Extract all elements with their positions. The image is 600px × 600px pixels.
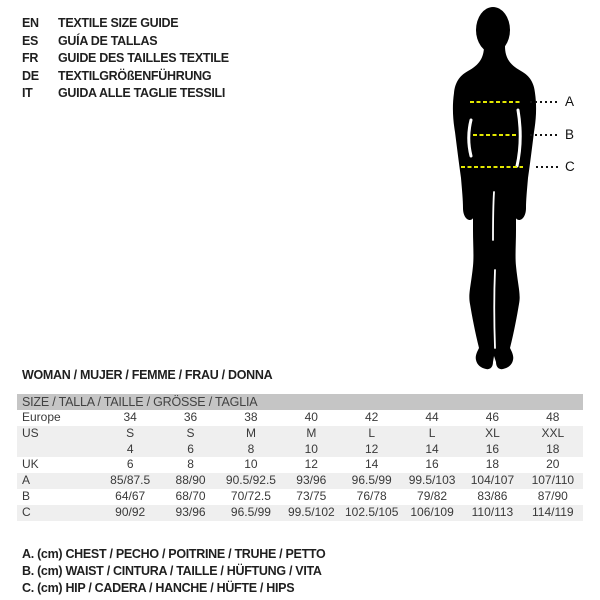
table-row-uk <box>17 457 583 473</box>
table-cell: 107/110 <box>531 473 575 488</box>
table-cell: 6 <box>187 441 194 456</box>
table-cell: 106/109 <box>410 504 454 519</box>
table-cell: 12 <box>365 441 379 456</box>
table-cell: 38 <box>244 410 258 424</box>
table-cell: 79/82 <box>417 488 448 503</box>
table-cell: 14 <box>425 441 439 456</box>
language-row <box>22 15 229 33</box>
language-title-block <box>22 15 229 103</box>
row-label: A <box>22 473 31 488</box>
table-cell: S <box>186 425 195 440</box>
row-label: C <box>22 504 31 519</box>
language-title: GUÍA DE TALLAS <box>58 33 158 48</box>
table-cell: 46 <box>485 410 500 424</box>
table-row-us <box>17 426 583 442</box>
language-row <box>22 50 229 68</box>
table-cell: 34 <box>123 410 137 424</box>
table-cell: 16 <box>485 441 500 456</box>
language-code: ES <box>22 33 39 48</box>
table-cell: L <box>428 425 436 440</box>
table-header: SIZE / TALLA / TAILLE / GRÖSSE / TAGLIA <box>17 394 583 410</box>
legend-line-hip: C. (cm) HIP / CADERA / HANCHE / HÜFTE / HIPS <box>22 580 295 595</box>
table-cell: 70/72.5 <box>230 488 271 503</box>
measure-label-a: A <box>565 94 575 109</box>
row-label: US <box>22 425 39 440</box>
table-cell: 8 <box>247 441 255 456</box>
table-cell: 99.5/102 <box>287 504 335 519</box>
table-cell: 96.5/99 <box>351 473 392 488</box>
language-row <box>22 68 229 86</box>
measure-line-a-body <box>470 101 522 103</box>
table-cell: 93/96 <box>296 473 327 488</box>
language-code: IT <box>22 86 33 100</box>
language-title: GUIDA ALLE TAGLIE TESSILI <box>58 86 226 100</box>
table-cell: 40 <box>304 410 318 424</box>
measure-leader-b <box>530 134 557 136</box>
language-code: DE <box>22 68 39 83</box>
row-label: UK <box>22 457 39 472</box>
language-title: TEXTILE SIZE GUIDE <box>58 16 179 30</box>
language-row <box>22 85 229 103</box>
row-label: B <box>22 488 31 503</box>
table-cell: 12 <box>304 457 318 472</box>
language-code: EN <box>22 16 39 30</box>
table-cell: 76/78 <box>356 488 387 503</box>
table-cell: 114/119 <box>532 504 574 519</box>
table-row-chest-a <box>17 473 583 489</box>
table-cell: L <box>368 425 376 440</box>
table-cell: 44 <box>425 410 439 424</box>
table-row-waist-b <box>17 489 583 505</box>
measurement-legend <box>22 546 325 596</box>
table-cell: M <box>245 425 256 440</box>
table-cell: 90.5/92.5 <box>225 473 276 488</box>
table-cell: 90/92 <box>115 504 146 519</box>
table-cell: 42 <box>365 410 379 424</box>
table-cell: 99.5/103 <box>408 473 456 488</box>
table-cell: 10 <box>304 441 318 456</box>
language-code: FR <box>22 51 39 65</box>
table-cell: 36 <box>183 410 198 424</box>
legend-line-waist: B. (cm) WAIST / CINTURA / TAILLE / HÜFTUNG / VITA <box>22 563 322 578</box>
section-title-woman: WOMAN / MUJER / FEMME / FRAU / DONNA <box>22 368 273 382</box>
table-cell: 6 <box>126 457 134 472</box>
table-cell: M <box>306 425 317 440</box>
table-cell: 64/67 <box>115 488 146 503</box>
table-cell: 20 <box>546 457 560 472</box>
table-cell: 18 <box>546 441 560 456</box>
table-cell: 85/87.5 <box>110 473 151 488</box>
language-row <box>22 33 229 51</box>
measurement-figure <box>415 4 600 372</box>
measure-leader-a <box>530 101 558 103</box>
table-cell: 14 <box>365 457 379 472</box>
measure-label-b: B <box>565 127 575 142</box>
table-cell: 18 <box>485 457 500 472</box>
size-table <box>17 394 583 521</box>
table-cell: 4 <box>126 441 134 456</box>
legend-line-chest: A. (cm) CHEST / PECHO / POITRINE / TRUHE / PETTO <box>22 547 326 561</box>
measure-line-c-body <box>461 166 523 168</box>
measure-leader-c <box>536 166 560 168</box>
table-row-europe <box>17 410 583 426</box>
language-title: TEXTILGRÖßENFÜHRUNG <box>58 68 212 83</box>
table-cell: 93/96 <box>175 504 206 519</box>
table-cell: 68/70 <box>175 488 206 503</box>
language-title: GUIDE DES TAILLES TEXTILE <box>58 51 229 65</box>
measure-line-b-body <box>473 134 518 136</box>
table-row-hip-c <box>17 505 583 521</box>
table-cell: 96.5/99 <box>230 504 271 519</box>
table-cell: 83/86 <box>477 488 508 503</box>
table-cell: 10 <box>244 457 258 472</box>
table-cell: 8 <box>187 457 194 472</box>
row-label <box>17 442 100 458</box>
table-cell: XXL <box>541 425 565 440</box>
table-cell: 16 <box>425 457 439 472</box>
table-cell: 87/90 <box>537 488 568 503</box>
measure-label-c: C <box>565 159 575 174</box>
table-cell: 104/107 <box>470 473 515 488</box>
table-cell: 48 <box>546 410 560 424</box>
table-cell: 73/75 <box>296 488 327 503</box>
woman-silhouette-icon <box>415 4 575 370</box>
table-cell: S <box>126 425 135 440</box>
table-cell: 88/90 <box>175 473 206 488</box>
table-cell: 110/113 <box>471 504 514 519</box>
table-cell: XL <box>485 425 500 440</box>
row-label: Europe <box>22 410 61 424</box>
table-cell: 102.5/105 <box>344 504 399 519</box>
table-row-us-numeric <box>17 442 583 458</box>
